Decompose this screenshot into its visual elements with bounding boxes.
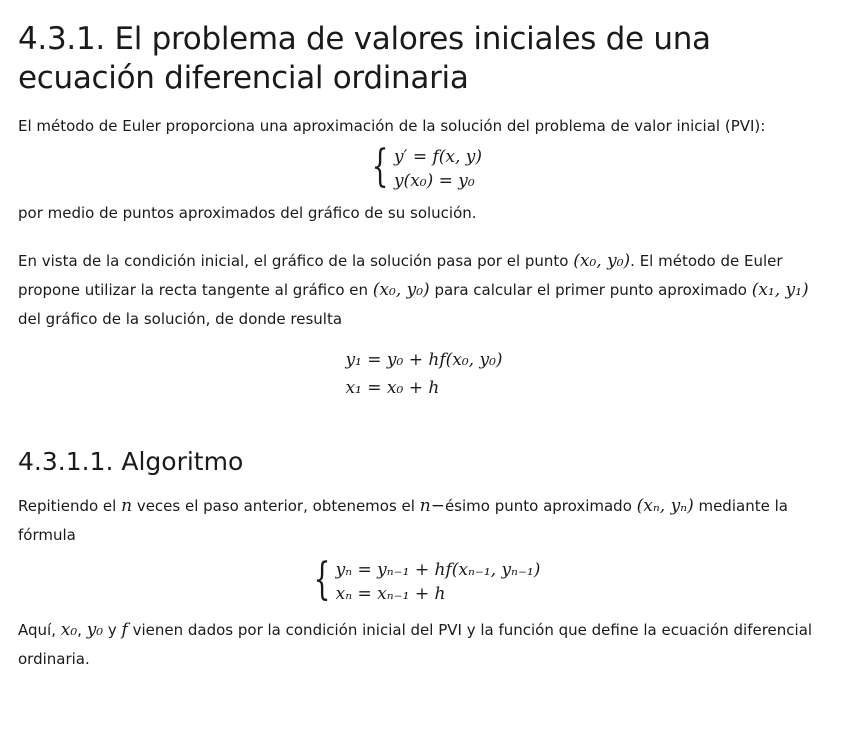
text-fragment: veces el paso anterior, obtenemos el: [132, 497, 420, 515]
text-fragment: y: [103, 621, 122, 639]
math-point-x0-y0: (x₀, y₀): [573, 251, 631, 271]
math-x0: x₀: [60, 620, 78, 640]
math-point-xn-yn: (xₙ, yₙ): [636, 496, 694, 516]
algorithm-paragraph: [18, 492, 830, 550]
math-n: n: [121, 496, 133, 516]
algorithm-equation-1: yₙ = yₙ₋₁ + hf(xₙ₋₁, yₙ₋₁): [335, 560, 541, 580]
math-f: f: [121, 620, 128, 640]
text-fragment: En vista de la condición inicial, el gráfico de la solución pasa por el punto: [18, 252, 574, 270]
text-fragment: Repitiendo el: [18, 497, 122, 515]
text-fragment: vienen dados por la condición inicial del PVI y la función que define la ecuación diferencial ordinaria.: [18, 621, 813, 668]
algorithm-equation-2: xₙ = xₙ₋₁ + h: [335, 584, 446, 604]
step-equation-2: x₁ = x₀ + h: [345, 378, 440, 398]
math-point-x0-y0: (x₀, y₀): [372, 280, 430, 300]
text-fragment: Aquí,: [18, 621, 61, 639]
math-n: n: [419, 496, 431, 516]
math-dash: −: [430, 496, 445, 516]
intro-paragraph: El método de Euler proporciona una aproximación de la solución del problema de valor inicial (PVI):: [18, 117, 766, 135]
text-fragment: ésimo punto aproximado: [444, 497, 637, 515]
left-brace: {: [371, 141, 389, 192]
pvi-equation-system: [18, 141, 830, 193]
text-fragment: ,: [77, 621, 87, 639]
algorithm-equation-system: [18, 554, 830, 606]
step-equation-1: y₁ = y₀ + hf(x₀, y₀): [345, 350, 503, 370]
subsection-title: 4.3.1.1. Algoritmo: [18, 447, 244, 476]
euler-step-equations: [18, 346, 830, 402]
euler-explanation-paragraph: [18, 247, 830, 334]
math-y0: y₀: [86, 620, 104, 640]
text-fragment: del gráfico de la solución, de donde resulta: [18, 310, 343, 328]
pvi-equation-1: y′ = f(x, y): [393, 147, 483, 167]
final-paragraph: [18, 616, 830, 674]
text-fragment: . El método de Euler propone utilizar la recta tangente al gráfico en: [18, 252, 783, 299]
pvi-equation-2: y(x₀) = y₀: [393, 171, 475, 191]
left-brace: {: [313, 554, 331, 605]
section-title: 4.3.1. El problema de valores iniciales de una ecuación diferencial ordinaria: [18, 21, 711, 96]
text-fragment: mediante la fórmula: [18, 497, 788, 544]
math-point-x1-y1: (x₁, y₁): [751, 280, 809, 300]
after-pvi-paragraph: por medio de puntos aproximados del gráfico de su solución.: [18, 204, 477, 222]
text-fragment: para calcular el primer punto aproximado: [429, 281, 752, 299]
